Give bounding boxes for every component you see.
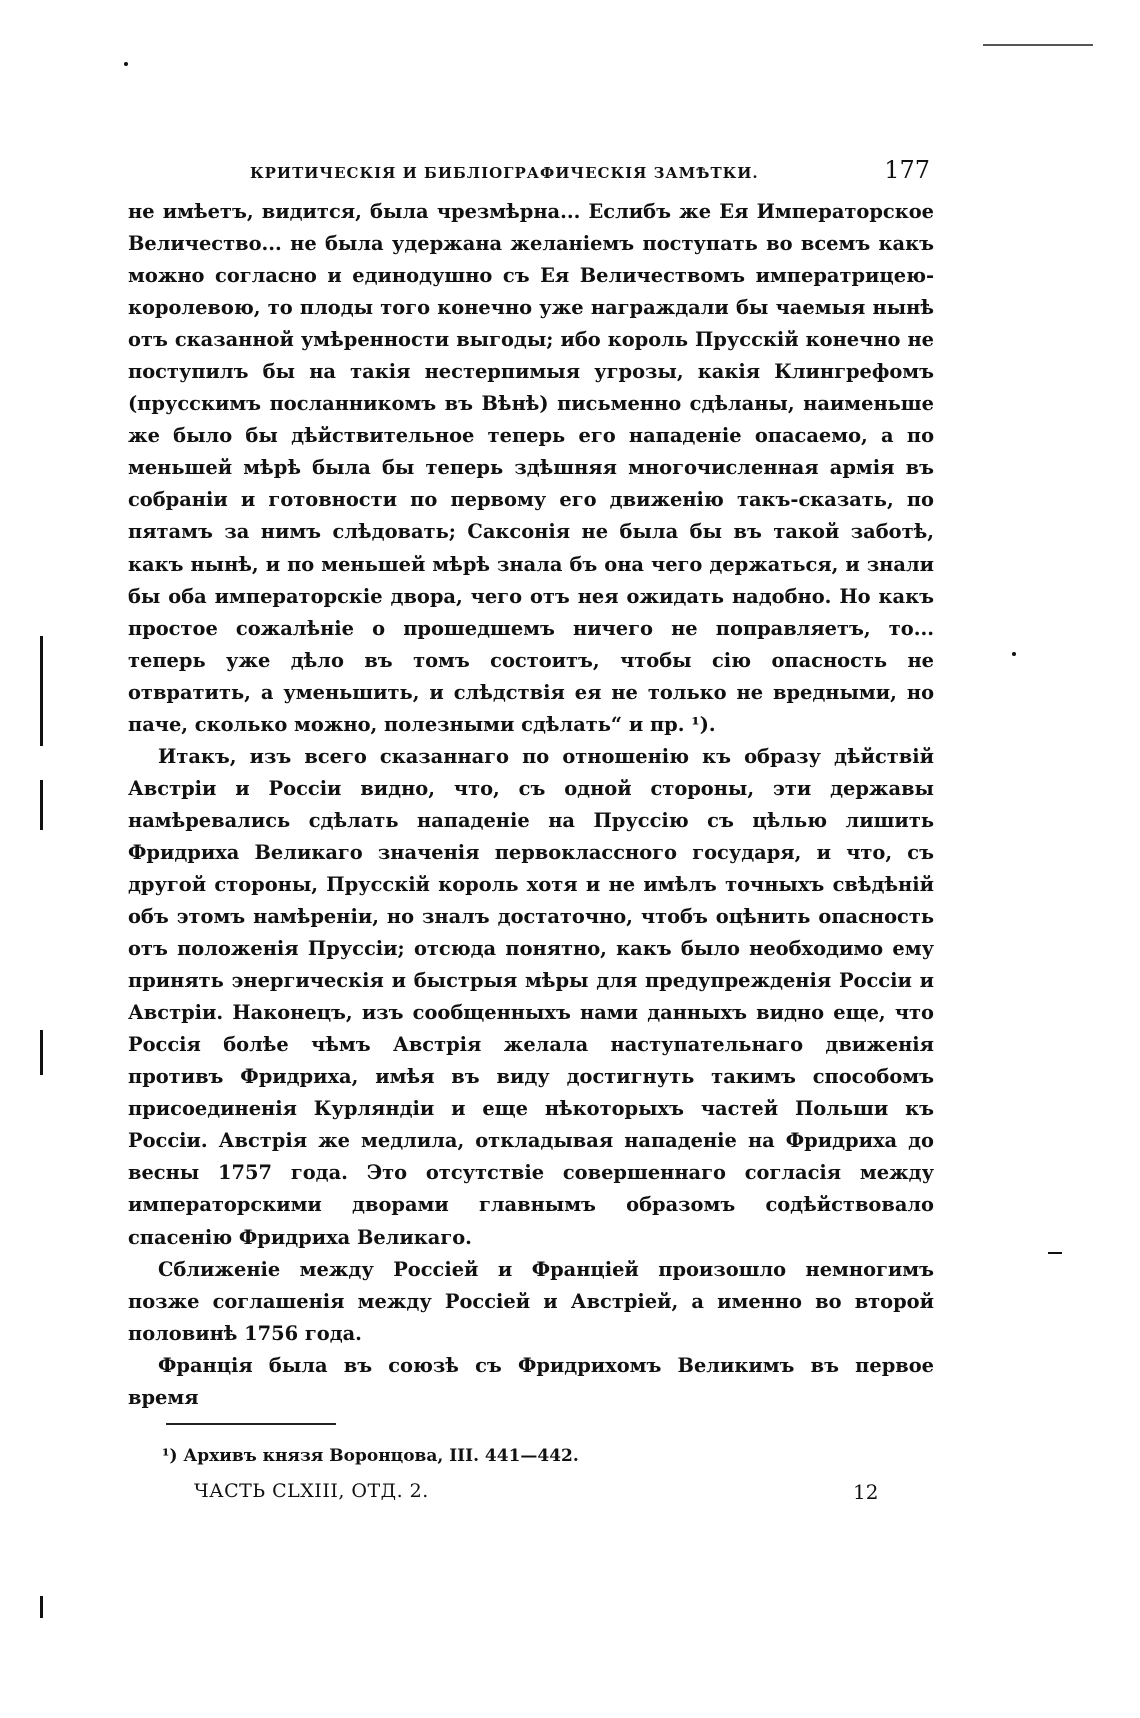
- scan-margin-line: [40, 1030, 43, 1075]
- paragraph-1-text: не имѣетъ, видится, была чрезмѣрна... Еслибъ же Ея Императорское Величество... не была удержана желаніемъ поступать во всемъ какъ можно согласно и единодушно съ Ея Величествомъ императрицею-королевою, то плоды того конечно уже награждали бы чаемыя нынѣ отъ сказанной умѣренности выгоды; ибо король Прусскій конечно не поступилъ бы на такія нестерпимыя угрозы, какія Клингрефомъ (прусскимъ посланникомъ въ Вѣнѣ) письменно сдѣланы, наименьше же было бы дѣйствительное теперь его нападеніе опасаемо, а по меньшей мѣрѣ была бы теперь здѣшняя многочисленная армія въ собраніи и готовности по первому его движенію такъ-сказать, по пятамъ за нимъ слѣдовать; Саксонія не была бы въ такой заботѣ, какъ нынѣ, и по меньшей мѣрѣ знала бъ она чего держаться, и знали бы оба императорскіе двора, чего отъ нея ожидать надобно. Но какъ простое сожалѣніе о прошедшемъ ничего не поправляетъ, то... теперь уже дѣло въ томъ состоитъ, чтобы сію опасность не отвратить, а уменьшить, и слѣдствія ея не только не вредными, но паче, сколько можно, полезными сдѣлать“ и пр. ¹).: [128, 200, 934, 736]
- paragraph-1: [128, 196, 934, 741]
- page-header: [170, 158, 930, 188]
- page-number: 177: [884, 156, 930, 184]
- signature-mark: ЧАСТЬ CLXIII, ОТД. 2.: [194, 1480, 429, 1502]
- footnote-text: Архивъ князя Воронцова, III. 441—442.: [183, 1446, 579, 1466]
- scan-speck: [1012, 652, 1016, 656]
- running-head: КРИТИЧЕСКІЯ И БИБЛІОГРАФИЧЕСКІЯ ЗАМѢТКИ.: [250, 164, 759, 182]
- paragraph-2: [128, 741, 934, 1254]
- paragraph-2-text: Итакъ, изъ всего сказаннаго по отношенію къ образу дѣйствій Австріи и Россіи видно, что, съ одной стороны, эти державы намѣревались сдѣлать нападеніе на Пруссію съ цѣлью лишить Фридриха Великаго значенія первоклассного государя, и что, съ другой стороны, Прусскій король хотя и не имѣлъ точныхъ свѣдѣній объ этомъ намѣреніи, но зналъ достаточно, чтобъ оцѣнить опасность отъ положенія Пруссіи; отсюда понятно, какъ было необходимо ему принять энергическія и быстрыя мѣры для предупрежденія Россіи и Австріи. Наконецъ, изъ сообщенныхъ нами данныхъ видно еще, что Россія болѣе чѣмъ Австрія желала наступательнаго движенія противъ Фридриха, имѣя въ виду достигнуть такимъ способомъ присоединенія Курляндіи и еще нѣкоторыхъ частей Польши къ Россіи. Австрія же медлила, откладывая нападеніе на Фридриха до весны 1757 года. Это отсутствіе совершеннаго согласія между императорскими дворами главнымъ образомъ содѣйствовало спасенію Фридриха Великаго.: [128, 744, 934, 1249]
- footnote-marker: ¹): [162, 1446, 178, 1466]
- scan-speck: [124, 62, 128, 66]
- scan-speck: [1048, 1252, 1062, 1254]
- footnote-rule: [166, 1423, 336, 1425]
- paragraph-3-text: Сближеніе между Россіей и Франціей произошло немногимъ позже соглашенія между Россіей и Австріей, а именно во второй половинѣ 1756 года.: [128, 1257, 934, 1345]
- footnote: [162, 1446, 579, 1466]
- scan-edge-rule: [983, 44, 1093, 46]
- paragraph-4-text: Франція была въ союзѣ съ Фридрихомъ Великимъ въ первое время: [128, 1353, 934, 1409]
- scan-margin-line: [40, 780, 43, 830]
- paragraph-4: [128, 1350, 934, 1414]
- scan-margin-line: [40, 1596, 43, 1618]
- scan-margin-line: [40, 636, 43, 746]
- paragraph-3: [128, 1254, 934, 1350]
- signature-number: 12: [853, 1480, 879, 1504]
- body-text: [128, 196, 934, 1414]
